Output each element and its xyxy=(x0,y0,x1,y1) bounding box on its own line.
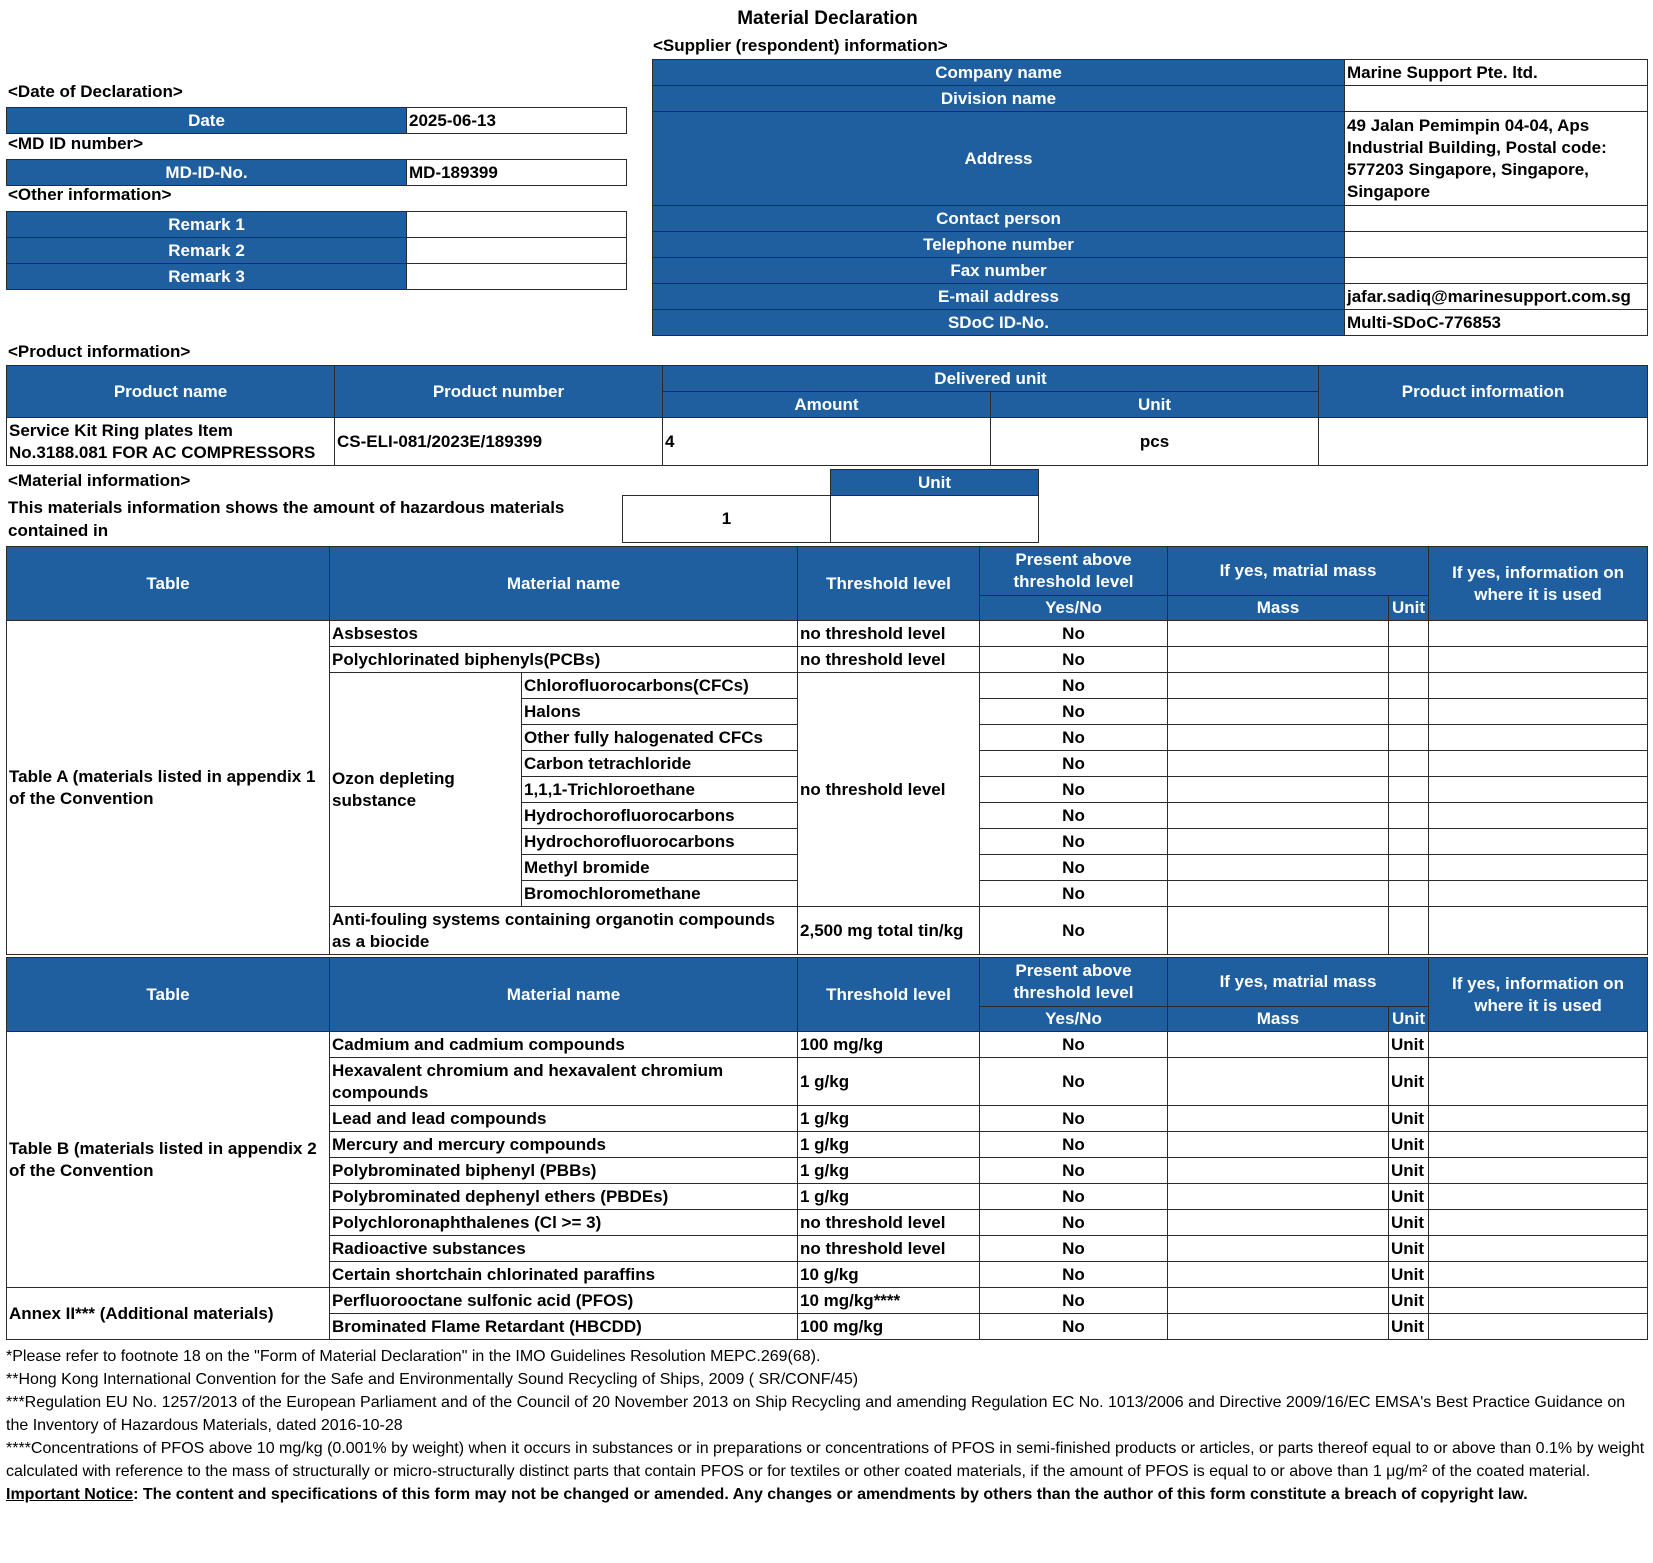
supplier-label: Address xyxy=(653,112,1345,206)
product-name-header: Product name xyxy=(7,366,335,418)
supplier-label: E-mail address xyxy=(653,284,1345,310)
where-cell[interactable] xyxy=(1429,1058,1648,1106)
annex-label: Annex II*** (Additional materials) xyxy=(7,1288,330,1340)
yesno-cell[interactable]: No xyxy=(980,1288,1168,1314)
contact-person-field[interactable] xyxy=(1345,206,1648,232)
mass-cell[interactable] xyxy=(1168,855,1389,881)
yesno-cell[interactable]: No xyxy=(980,855,1168,881)
mass-cell[interactable] xyxy=(1168,699,1389,725)
material-name: Hydrochorofluorocarbons xyxy=(522,803,798,829)
material-name: Carbon tetrachloride xyxy=(522,751,798,777)
remark-label: Remark 1 xyxy=(7,212,407,238)
unit-header: Unit xyxy=(1389,1007,1429,1032)
material-name: Perfluorooctane sulfonic acid (PFOS) xyxy=(330,1288,798,1314)
where-cell[interactable] xyxy=(1429,1236,1648,1262)
footnote: *Please refer to footnote 18 on the "Form of Material Declaration" in the IMO Guidelines Resolution MEPC.269(68). xyxy=(6,1348,821,1365)
unit-cell[interactable] xyxy=(1389,751,1429,777)
mass-group-header: If yes, matrial mass xyxy=(1168,958,1429,1007)
mass-cell[interactable] xyxy=(1168,1132,1389,1158)
where-cell[interactable] xyxy=(1429,777,1648,803)
yesno-cell[interactable]: No xyxy=(980,803,1168,829)
threshold-cell: 100 mg/kg xyxy=(798,1314,980,1340)
where-cell[interactable] xyxy=(1429,751,1648,777)
threshold-cell: no threshold level xyxy=(798,1210,980,1236)
unit-cell[interactable] xyxy=(1389,855,1429,881)
unit-cell[interactable]: Unit xyxy=(1389,1158,1429,1184)
mass-cell[interactable] xyxy=(1168,777,1389,803)
where-header: If yes, information on where it is used xyxy=(1429,547,1648,621)
yesno-cell[interactable]: No xyxy=(980,647,1168,673)
material-intro: This materials information shows the amount of hazardous materials contained in xyxy=(8,498,565,540)
threshold-cell: 1 g/kg xyxy=(798,1158,980,1184)
where-cell[interactable] xyxy=(1429,1132,1648,1158)
material-name: Polybrominated dephenyl ethers (PBDEs) xyxy=(330,1184,798,1210)
unit-cell[interactable]: Unit xyxy=(1389,1288,1429,1314)
yesno-cell[interactable]: No xyxy=(980,1184,1168,1210)
threshold-cell: 1 g/kg xyxy=(798,1132,980,1158)
remark-label: Remark 3 xyxy=(7,264,407,290)
material-heading: <Material information> xyxy=(8,471,191,490)
email-field[interactable]: jafar.sadiq@marinesupport.com.sg xyxy=(1345,284,1648,310)
unit-cell[interactable] xyxy=(1389,829,1429,855)
unit-cell[interactable] xyxy=(1389,907,1429,955)
present-header: Present above threshold level xyxy=(980,958,1168,1007)
where-cell[interactable] xyxy=(1429,907,1648,955)
unit-cell[interactable]: Unit xyxy=(1389,1184,1429,1210)
unit-cell[interactable] xyxy=(1389,725,1429,751)
notice-text: : The content and specifications of this form may not be changed or amended. Any changes or amendments by others than the author of this form constitute a breach of copyright law. xyxy=(133,1486,1528,1503)
product-heading: <Product information> xyxy=(8,342,191,361)
address-field[interactable]: 49 Jalan Pemimpin 04-04, Aps Industrial Building, Postal code: 577203 Singapore, Singapore, Singapore xyxy=(1345,112,1648,206)
division-name-field[interactable] xyxy=(1345,86,1648,112)
material-unit-header: Unit xyxy=(831,470,1039,496)
mass-header: Mass xyxy=(1168,596,1389,621)
material-name: Polychloronaphthalenes (Cl >= 3) xyxy=(330,1210,798,1236)
unit-cell[interactable]: Unit xyxy=(1389,1210,1429,1236)
sdoc-id-field[interactable]: Multi-SDoC-776853 xyxy=(1345,310,1648,336)
supplier-label: Company name xyxy=(653,60,1345,86)
material-name: Polychlorinated biphenyls(PCBs) xyxy=(330,647,798,673)
mass-cell[interactable] xyxy=(1168,907,1389,955)
unit-cell[interactable]: Unit xyxy=(1389,1314,1429,1340)
mass-cell[interactable] xyxy=(1168,751,1389,777)
material-unit-table xyxy=(622,469,1039,543)
where-cell[interactable] xyxy=(1429,1106,1648,1132)
remark-1-field[interactable] xyxy=(407,212,627,238)
material-name-header: Material name xyxy=(330,547,798,621)
supplier-table xyxy=(652,59,1648,336)
product-info-header: Product information xyxy=(1319,366,1648,418)
supplier-label: SDoC ID-No. xyxy=(653,310,1345,336)
date-field[interactable]: 2025-06-13 xyxy=(407,108,627,134)
where-cell[interactable] xyxy=(1429,647,1648,673)
material-name: Hexavalent chromium and hexavalent chromium compounds xyxy=(330,1058,798,1106)
unit-cell[interactable]: Unit xyxy=(1389,1262,1429,1288)
unit-cell[interactable] xyxy=(1389,699,1429,725)
where-cell[interactable] xyxy=(1429,829,1648,855)
yesno-cell[interactable]: No xyxy=(980,777,1168,803)
date-table xyxy=(6,107,627,134)
material-name: Certain shortchain chlorinated paraffins xyxy=(330,1262,798,1288)
threshold-cell: 1 g/kg xyxy=(798,1184,980,1210)
telephone-field[interactable] xyxy=(1345,232,1648,258)
material-name: Chlorofluorocarbons(CFCs) xyxy=(522,673,798,699)
remark-3-field[interactable] xyxy=(407,264,627,290)
table-header: Table xyxy=(7,958,330,1032)
yesno-cell[interactable]: No xyxy=(980,1262,1168,1288)
unit-cell[interactable] xyxy=(1389,803,1429,829)
remarks-table xyxy=(6,211,627,290)
mass-cell[interactable] xyxy=(1168,1288,1389,1314)
threshold-cell: 1 g/kg xyxy=(798,1058,980,1106)
mass-cell[interactable] xyxy=(1168,803,1389,829)
yesno-cell[interactable]: No xyxy=(980,1210,1168,1236)
unit-cell[interactable]: Unit xyxy=(1389,1106,1429,1132)
remark-label: Remark 2 xyxy=(7,238,407,264)
unit-header: Unit xyxy=(1389,596,1429,621)
amount-cell[interactable]: 4 xyxy=(663,418,991,466)
unit-cell[interactable]: Unit xyxy=(1389,1236,1429,1262)
md-id-label: MD-ID-No. xyxy=(7,160,407,186)
yesno-cell[interactable]: No xyxy=(980,1158,1168,1184)
supplier-heading: <Supplier (respondent) information> xyxy=(653,36,948,55)
material-name: 1,1,1-Trichloroethane xyxy=(522,777,798,803)
material-name: Lead and lead compounds xyxy=(330,1106,798,1132)
table-b xyxy=(6,957,1648,1340)
supplier-label: Fax number xyxy=(653,258,1345,284)
where-cell[interactable] xyxy=(1429,621,1648,647)
date-heading: <Date of Declaration> xyxy=(8,82,183,101)
footnote: **Hong Kong International Convention for the Safe and Environmentally Sound Recycling of Ships, 2009 ( SR/CONF/45) xyxy=(6,1371,859,1388)
yesno-cell[interactable]: No xyxy=(980,751,1168,777)
yesno-cell[interactable]: No xyxy=(980,725,1168,751)
footnotes xyxy=(6,1345,1647,1506)
date-label: Date xyxy=(7,108,407,134)
where-cell[interactable] xyxy=(1429,855,1648,881)
md-id-table xyxy=(6,159,627,186)
threshold-cell: 10 mg/kg**** xyxy=(798,1288,980,1314)
mass-cell[interactable] xyxy=(1168,1236,1389,1262)
material-name-header: Material name xyxy=(330,958,798,1032)
product-number-header: Product number xyxy=(335,366,663,418)
threshold-header: Threshold level xyxy=(798,547,980,621)
threshold-cell: 10 g/kg xyxy=(798,1262,980,1288)
mass-cell[interactable] xyxy=(1168,725,1389,751)
fax-field[interactable] xyxy=(1345,258,1648,284)
unit-cell[interactable]: Unit xyxy=(1389,1058,1429,1106)
material-name: Asbsestos xyxy=(330,621,798,647)
table-a xyxy=(6,546,1648,955)
threshold-cell: no threshold level xyxy=(798,673,980,907)
unit-cell[interactable] xyxy=(1389,881,1429,907)
yesno-cell[interactable]: No xyxy=(980,881,1168,907)
material-name: Polybrominated biphenyl (PBBs) xyxy=(330,1158,798,1184)
where-cell[interactable] xyxy=(1429,1288,1648,1314)
supplier-label: Division name xyxy=(653,86,1345,112)
footnote: ***Regulation EU No. 1257/2013 of the European Parliament and of the Council of 20 November 2013 on Ship Recycling and amending Regulation EC No. 1013/2006 and Directive 2009/16/EC EMSA's Best Practice Guidance on the Inventory of Hazardous Materials, dated 2016-10-28 xyxy=(6,1394,1626,1434)
mass-header: Mass xyxy=(1168,1007,1389,1032)
material-name: Hydrochorofluorocarbons xyxy=(522,829,798,855)
mass-group-header: If yes, matrial mass xyxy=(1168,547,1429,596)
unit-cell[interactable] xyxy=(1389,621,1429,647)
yesno-header: Yes/No xyxy=(980,596,1168,621)
yesno-cell[interactable]: No xyxy=(980,829,1168,855)
delivered-unit-header: Delivered unit xyxy=(663,366,1319,392)
where-cell[interactable] xyxy=(1429,1314,1648,1340)
amount-header: Amount xyxy=(663,392,991,418)
yesno-cell[interactable]: No xyxy=(980,621,1168,647)
mass-cell[interactable] xyxy=(1168,1314,1389,1340)
material-name: Other fully halogenated CFCs xyxy=(522,725,798,751)
threshold-cell: 1 g/kg xyxy=(798,1106,980,1132)
product-info-cell[interactable] xyxy=(1319,418,1648,466)
where-cell[interactable] xyxy=(1429,1158,1648,1184)
table-header: Table xyxy=(7,547,330,621)
where-cell[interactable] xyxy=(1429,1032,1648,1058)
threshold-cell: 2,500 mg total tin/kg xyxy=(798,907,980,955)
threshold-header: Threshold level xyxy=(798,958,980,1032)
md-id-heading: <MD ID number> xyxy=(8,134,144,153)
where-cell[interactable] xyxy=(1429,1262,1648,1288)
mass-cell[interactable] xyxy=(1168,1058,1389,1106)
important-notice xyxy=(6,1483,1647,1506)
product-number-cell[interactable]: CS-ELI-081/2023E/189399 xyxy=(335,418,663,466)
mass-cell[interactable] xyxy=(1168,1032,1389,1058)
md-id-field[interactable]: MD-189399 xyxy=(407,160,627,186)
material-name: Bromochloromethane xyxy=(522,881,798,907)
product-name-cell[interactable]: Service Kit Ring plates Item No.3188.081 FOR AC COMPRESSORS xyxy=(7,418,335,466)
unit-cell[interactable] xyxy=(1389,647,1429,673)
yesno-cell[interactable]: No xyxy=(980,673,1168,699)
mass-cell[interactable] xyxy=(1168,1262,1389,1288)
yesno-cell[interactable]: No xyxy=(980,1032,1168,1058)
yesno-cell[interactable]: No xyxy=(980,699,1168,725)
yesno-header: Yes/No xyxy=(980,1007,1168,1032)
other-heading: <Other information> xyxy=(8,185,172,204)
notice-label: Important Notice xyxy=(6,1486,134,1503)
threshold-cell: no threshold level xyxy=(798,621,980,647)
material-name: Brominated Flame Retardant (HBCDD) xyxy=(330,1314,798,1340)
table-b-label: Table B (materials listed in appendix 2 of the Convention xyxy=(7,1032,330,1288)
where-cell[interactable] xyxy=(1429,803,1648,829)
material-name: Halons xyxy=(522,699,798,725)
threshold-cell: no threshold level xyxy=(798,647,980,673)
threshold-cell: 100 mg/kg xyxy=(798,1032,980,1058)
where-cell[interactable] xyxy=(1429,673,1648,699)
yesno-cell[interactable]: No xyxy=(980,1132,1168,1158)
yesno-cell[interactable]: No xyxy=(980,1314,1168,1340)
product-table xyxy=(6,365,1648,466)
unit-header: Unit xyxy=(991,392,1319,418)
mass-cell[interactable] xyxy=(1168,673,1389,699)
material-amount-field[interactable]: 1 xyxy=(623,496,831,543)
where-header: If yes, information on where it is used xyxy=(1429,958,1648,1032)
where-cell[interactable] xyxy=(1429,1210,1648,1236)
remark-2-field[interactable] xyxy=(407,238,627,264)
ozone-group-label: Ozon depleting substance xyxy=(330,673,522,907)
yesno-cell[interactable]: No xyxy=(980,1236,1168,1262)
yesno-cell[interactable]: No xyxy=(980,1058,1168,1106)
mass-cell[interactable] xyxy=(1168,647,1389,673)
page-title: Material Declaration xyxy=(737,8,918,29)
material-name: Methyl bromide xyxy=(522,855,798,881)
footnote: ****Concentrations of PFOS above 10 mg/kg (0.001% by weight) when it occurs in substances or in preparations or concentrations of PFOS in semi-finished products or articles, or parts thereof equal to or above than 0.1% by weight calculated with reference to the mass of structurally or micro-structurally distinct parts that contain PFOS or for textiles or other coated materials, if the amount of PFOS is equal to or above than 1 μg/m² of the coated material. xyxy=(6,1440,1645,1480)
mass-cell[interactable] xyxy=(1168,1158,1389,1184)
material-name: Cadmium and cadmium compounds xyxy=(330,1032,798,1058)
material-unit-field[interactable] xyxy=(831,496,1039,543)
present-header: Present above threshold level xyxy=(980,547,1168,596)
material-name: Anti-fouling systems containing organotin compounds as a biocide xyxy=(330,907,798,955)
mass-cell[interactable] xyxy=(1168,621,1389,647)
table-a-label: Table A (materials listed in appendix 1 of the Convention xyxy=(7,621,330,955)
unit-cell[interactable] xyxy=(1389,673,1429,699)
threshold-cell: no threshold level xyxy=(798,1236,980,1262)
mass-cell[interactable] xyxy=(1168,1184,1389,1210)
unit-cell[interactable]: Unit xyxy=(1389,1032,1429,1058)
mass-cell[interactable] xyxy=(1168,881,1389,907)
where-cell[interactable] xyxy=(1429,881,1648,907)
where-cell[interactable] xyxy=(1429,699,1648,725)
company-name-field[interactable]: Marine Support Pte. ltd. xyxy=(1345,60,1648,86)
unit-cell[interactable]: Unit xyxy=(1389,1132,1429,1158)
where-cell[interactable] xyxy=(1429,725,1648,751)
mass-cell[interactable] xyxy=(1168,1210,1389,1236)
mass-cell[interactable] xyxy=(1168,1106,1389,1132)
mass-cell[interactable] xyxy=(1168,829,1389,855)
yesno-cell[interactable]: No xyxy=(980,907,1168,955)
material-name: Mercury and mercury compounds xyxy=(330,1132,798,1158)
unit-cell[interactable] xyxy=(1389,777,1429,803)
material-name: Radioactive substances xyxy=(330,1236,798,1262)
unit-cell[interactable]: pcs xyxy=(991,418,1319,466)
where-cell[interactable] xyxy=(1429,1184,1648,1210)
yesno-cell[interactable]: No xyxy=(980,1106,1168,1132)
supplier-label: Contact person xyxy=(653,206,1345,232)
supplier-label: Telephone number xyxy=(653,232,1345,258)
